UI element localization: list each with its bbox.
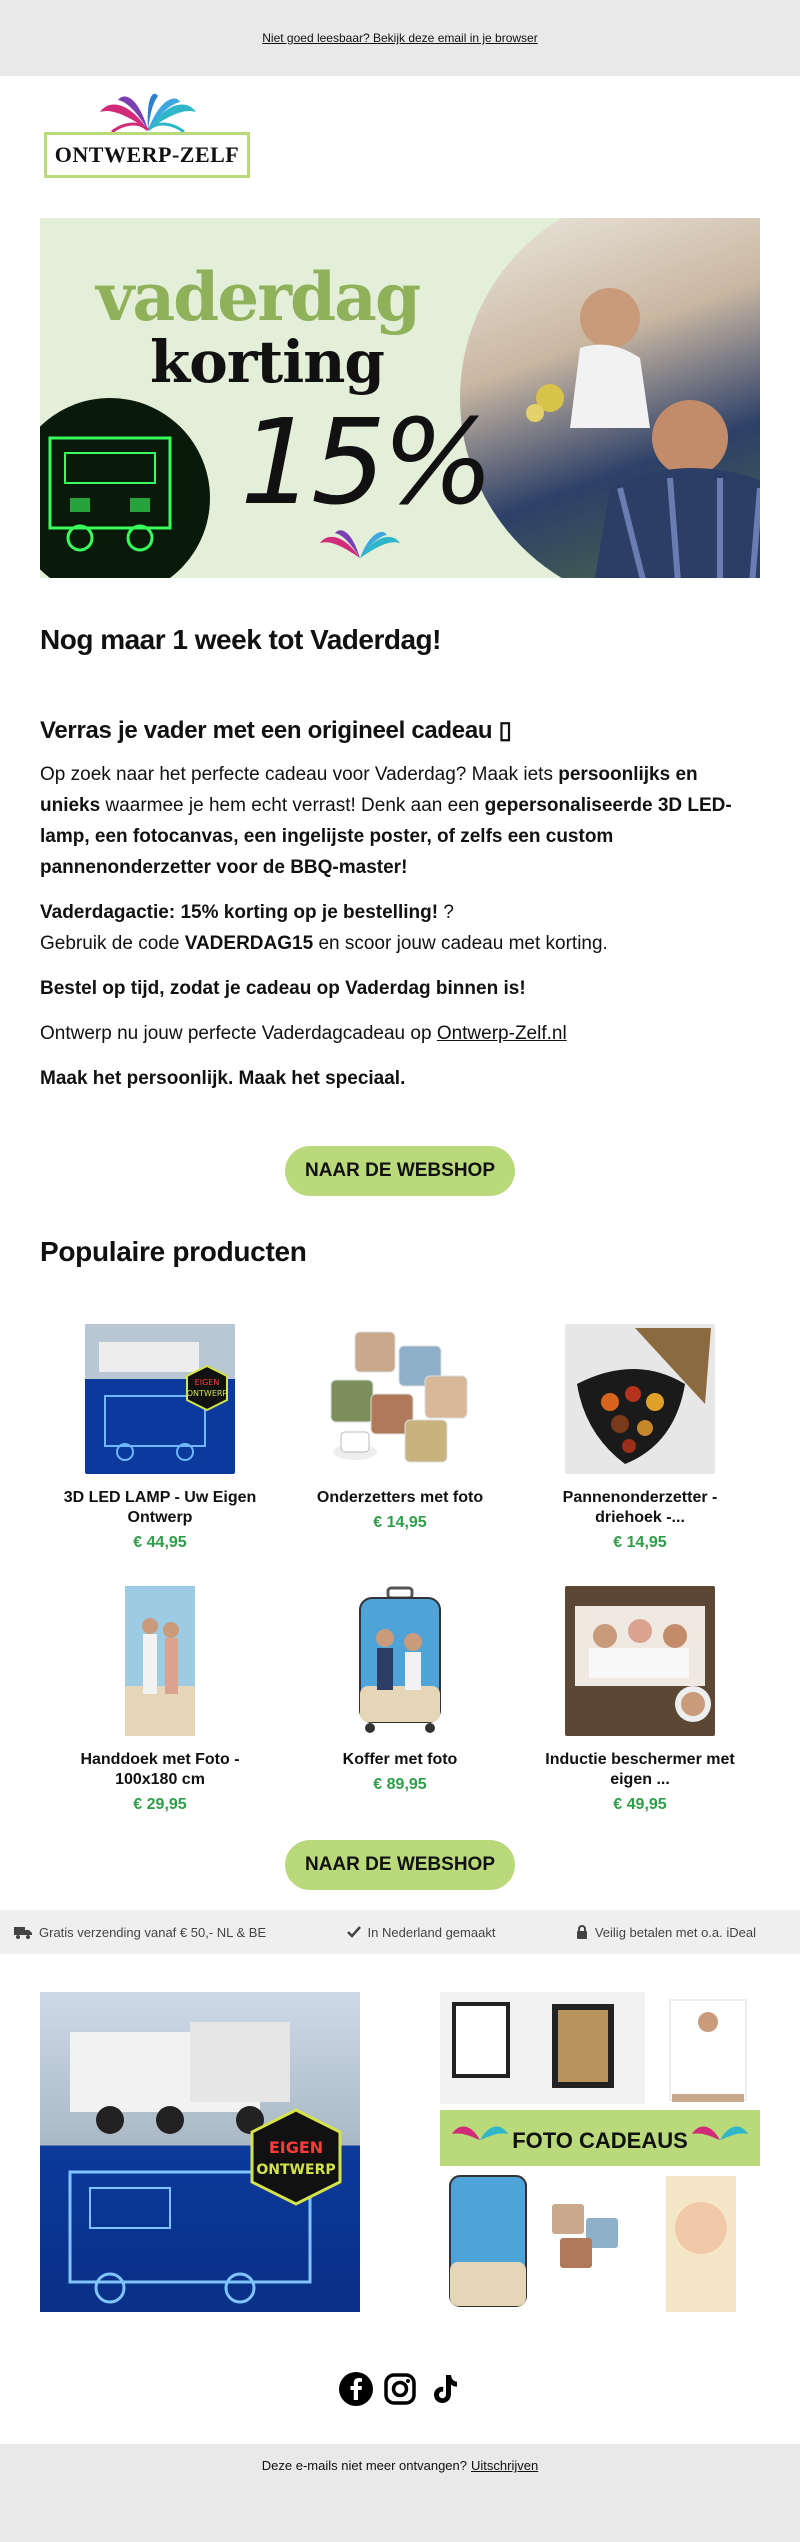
promo-banners — [0, 1992, 800, 2312]
page-title: Nog maar 1 week tot Vaderdag! — [40, 624, 441, 655]
product-card[interactable] — [520, 1324, 760, 1552]
hero-led-truck-image — [40, 398, 210, 578]
product-name[interactable]: Handdoek met Foto - 100x180 cm — [80, 1751, 240, 1788]
logo[interactable] — [40, 90, 252, 180]
footer — [0, 2444, 800, 2542]
browser-view-bar — [0, 0, 800, 76]
view-in-browser-link[interactable]: Niet goed leesbaar? Bekijk deze email in je browser — [262, 31, 538, 45]
usp-bar — [0, 1910, 800, 1954]
hero-vaderdag-text: vaderdag — [96, 258, 420, 336]
social-icons — [0, 2372, 800, 2406]
product-name[interactable]: Koffer met foto — [342, 1751, 458, 1768]
product-price: € 29,95 — [133, 1796, 187, 1813]
footer-text: Deze e-mails niet meer ontvangen? — [261, 2458, 468, 2473]
usp-shipping: Gratis verzending vanaf € 50,- NL & BE — [14, 1925, 266, 1940]
svg-text:EIGEN: EIGEN — [268, 2138, 324, 2157]
product-card[interactable] — [520, 1586, 760, 1814]
facebook-icon[interactable] — [339, 2372, 373, 2406]
product-price: € 49,95 — [613, 1796, 667, 1813]
logo-text: ONTWERP-ZELF — [54, 142, 240, 167]
design-paragraph: Ontwerp nu jouw perfecte Vaderdagcadeau op Ontwerp-Zelf.nl — [40, 1023, 567, 1044]
hero-banner[interactable] — [40, 218, 760, 578]
hero-percentage-text: 15% — [240, 393, 491, 531]
product-card[interactable] — [40, 1324, 280, 1552]
product-name[interactable]: 3D LED LAMP - Uw Eigen Ontwerp — [63, 1489, 257, 1526]
product-price: € 14,95 — [613, 1534, 667, 1551]
svg-text:EIGEN: EIGEN — [194, 1378, 220, 1387]
product-price: € 89,95 — [373, 1776, 427, 1793]
truck-icon — [14, 1926, 32, 1939]
cta-row-top — [0, 1146, 800, 1196]
led-lamp-banner[interactable] — [40, 1992, 360, 2312]
logo-area — [0, 76, 800, 218]
order-early-text: Bestel op tijd, zodat je cadeau op Vaderdag binnen is! — [40, 978, 526, 999]
unsubscribe-link[interactable]: Uitschrijven — [471, 2458, 539, 2473]
product-image-towel — [85, 1586, 235, 1736]
action-paragraph: Vaderdagactie: 15% korting op je bestelling! ? Gebruik de code VADERDAG15 en scoor jouw cadeau met korting. — [40, 902, 608, 954]
hero-ribbon-icon — [310, 524, 410, 564]
tagline: Maak het persoonlijk. Maak het speciaal. — [40, 1068, 406, 1089]
usp-safe-payment: Veilig betalen met o.a. iDeal — [576, 1925, 756, 1940]
usp-made-in-nl: In Nederland gemaakt — [347, 1925, 496, 1940]
check-icon — [347, 1926, 361, 1938]
webshop-button-bottom[interactable]: NAAR DE WEBSHOP — [285, 1840, 515, 1890]
popular-title: Populaire producten — [40, 1236, 307, 1267]
intro-subtitle: Verras je vader met een origineel cadeau ▯ — [40, 717, 512, 744]
product-price: € 44,95 — [133, 1534, 187, 1551]
svg-text:ONTWERP: ONTWERP — [256, 2162, 336, 2178]
product-image-suitcase — [325, 1586, 475, 1736]
hero-father-son-photo — [460, 218, 760, 578]
product-card[interactable] — [40, 1586, 280, 1814]
discount-code: VADERDAG15 — [184, 933, 314, 954]
foto-cadeaus-banner[interactable] — [440, 1992, 760, 2312]
hero-korting-text: korting — [150, 328, 384, 396]
intro-section — [0, 624, 800, 1094]
cta-row-bottom — [0, 1840, 800, 1890]
instagram-icon[interactable] — [383, 2372, 417, 2406]
ribbon-icon — [88, 90, 208, 136]
lock-icon — [576, 1925, 588, 1939]
webshop-link[interactable]: Ontwerp-Zelf.nl — [436, 1023, 567, 1044]
product-image-coasters — [325, 1324, 475, 1474]
tiktok-icon[interactable] — [427, 2372, 461, 2406]
product-grid — [0, 1324, 800, 1814]
product-card[interactable] — [280, 1586, 520, 1814]
popular-section — [0, 1236, 800, 1268]
product-card[interactable] — [280, 1324, 520, 1552]
svg-text:ONTWERP: ONTWERP — [186, 1389, 228, 1398]
product-image-led-lamp — [85, 1324, 235, 1474]
product-name[interactable]: Pannenonderzetter - driehoek -... — [562, 1489, 718, 1526]
product-image-induction-protector — [565, 1586, 715, 1736]
svg-text:FOTO CADEAUS: FOTO CADEAUS — [512, 2128, 688, 2153]
webshop-button[interactable]: NAAR DE WEBSHOP — [285, 1146, 515, 1196]
product-image-trivet — [565, 1324, 715, 1474]
product-price: € 14,95 — [373, 1514, 427, 1531]
intro-paragraph: Op zoek naar het perfecte cadeau voor Vaderdag? Maak iets persoonlijks en unieks waarmee je hem echt verrast! Denk aan een gepersonaliseerde 3D LED-lamp, een fotocanvas, een ingelijste poster, of zelfs een custom pannenonderzetter voor de BBQ-master! — [40, 764, 732, 878]
product-name[interactable]: Onderzetters met foto — [316, 1489, 484, 1506]
logo-frame — [44, 132, 250, 178]
product-name[interactable]: Inductie beschermer met eigen ... — [545, 1751, 735, 1788]
